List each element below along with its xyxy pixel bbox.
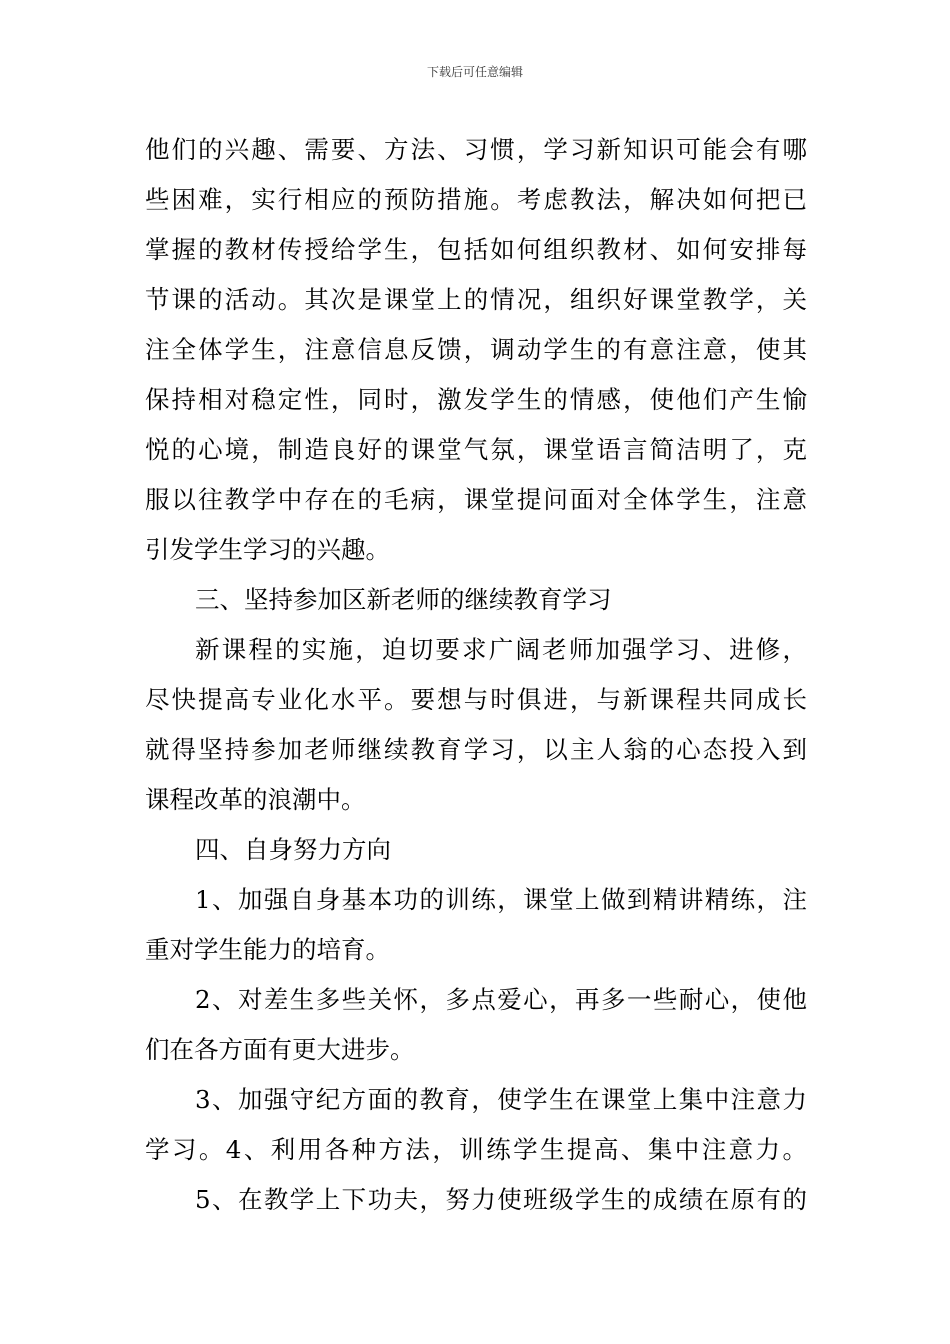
document-body	[145, 125, 807, 1225]
section-heading: 三、坚持参加区新老师的继续教育学习	[195, 585, 612, 614]
text-line: 他们的兴趣、需要、方法、习惯，学习新知识可能会有哪	[145, 135, 807, 164]
text-line: 悦的心境，制造良好的课堂气氛，课堂语言简洁明了，克	[145, 435, 807, 464]
list-item-line: 们在各方面有更大进步。	[145, 1035, 415, 1064]
list-item-line: 5、在教学上下功夫，努力使班级学生的成绩在原有的	[195, 1185, 807, 1214]
text-line: 新课程的实施，迫切要求广阔老师加强学习、进修，	[195, 635, 807, 664]
list-item-line: 重对学生能力的培育。	[145, 935, 390, 964]
text-line: 节课的活动。其次是课堂上的情况，组织好课堂教学，关	[145, 285, 807, 314]
page-header: 下载后可任意编辑	[426, 65, 523, 79]
list-item-line: 学习。4、利用各种方法，训练学生提高、集中注意力。	[145, 1135, 807, 1164]
list-item-line: 2、对差生多些关怀，多点爱心，再多一些耐心，使他	[195, 985, 807, 1014]
text-line: 注全体学生，注意信息反馈，调动学生的有意注意，使其	[145, 335, 807, 364]
list-item-line: 3、加强守纪方面的教育，使学生在课堂上集中注意力	[195, 1085, 807, 1114]
text-line: 掌握的教材传授给学生，包括如何组织教材、如何安排每	[145, 235, 807, 264]
text-line: 保持相对稳定性，同时，激发学生的情感，使他们产生愉	[145, 385, 807, 414]
section-heading: 四、自身努力方向	[195, 835, 391, 864]
text-line: 引发学生学习的兴趣。	[145, 535, 390, 564]
text-line: 课程改革的浪潮中。	[145, 785, 366, 814]
text-line: 服以往教学中存在的毛病，课堂提问面对全体学生，注意	[145, 485, 807, 514]
text-line: 尽快提高专业化水平。要想与时俱进，与新课程共同成长	[145, 685, 807, 714]
text-line: 些困难，实行相应的预防措施。考虑教法，解决如何把已	[145, 185, 807, 214]
text-line: 就得坚持参加老师继续教育学习，以主人翁的心态投入到	[145, 735, 807, 764]
list-item-line: 1、加强自身基本功的训练，课堂上做到精讲精练，注	[195, 885, 807, 914]
